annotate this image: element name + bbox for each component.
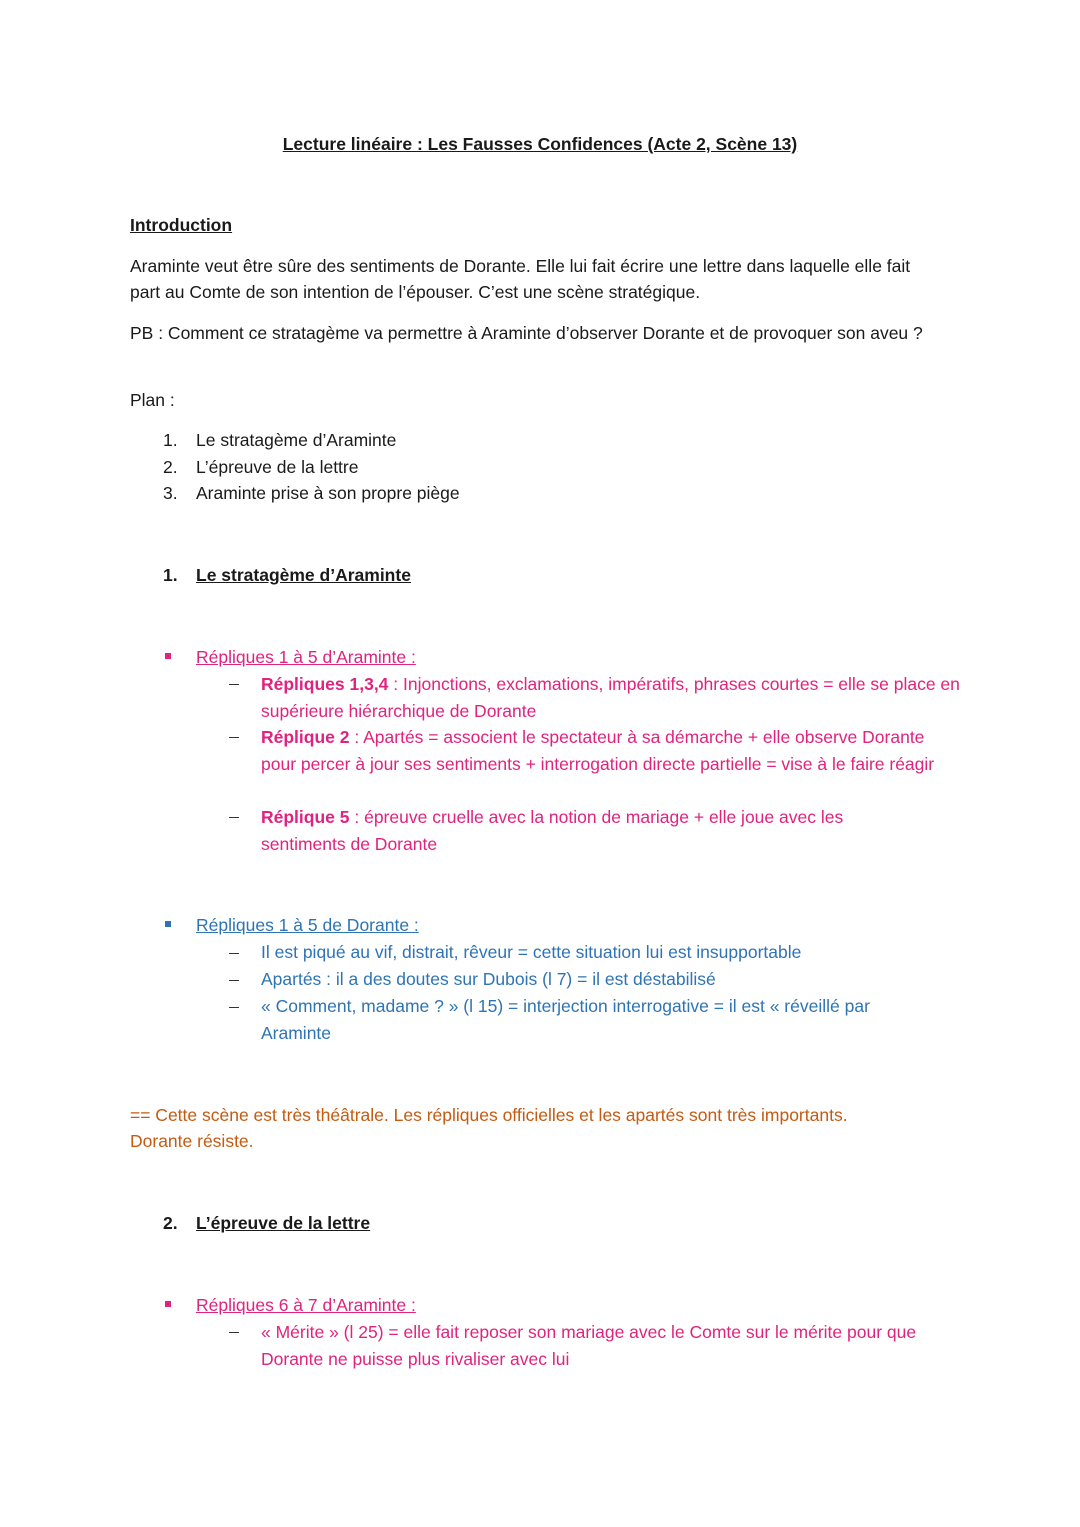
list-item: Réplique 2 : Apartés = associent le spectateur à sa démarche + elle observe Dorante pour percer à jour ses sentiments + interrogation directe partielle = vise à le faire réagir — [261, 727, 935, 774]
list-item: 1. Le stratagème d’Araminte — [163, 430, 397, 450]
dash-icon — [229, 980, 239, 981]
dash-icon — [229, 953, 239, 954]
square-bullet-icon — [165, 921, 171, 927]
dorante-repliques-1-5-label: Répliques 1 à 5 de Dorante : — [196, 915, 419, 935]
list-item: Apartés : il a des doutes sur Dubois (l 7) = il est déstabilisé — [261, 969, 716, 989]
dash-icon — [229, 684, 239, 685]
list-item: « Comment, madame ? » (l 15) = interjection interrogative = il est « réveillé par Araminte — [261, 996, 870, 1043]
dash-icon — [229, 1007, 239, 1008]
list-item: Réplique 5 : épreuve cruelle avec la notion de mariage + elle joue avec les sentiments de Dorante — [261, 807, 844, 854]
araminte-repliques-1-5-label: Répliques 1 à 5 d’Araminte : — [196, 647, 416, 667]
intro-paragraph: Araminte veut être sûre des sentiments de Dorante. Elle lui fait écrire une lettre dans laquelle elle fait part au Comte de son intention de l’épouser. C’est une scène stratégique. — [130, 256, 911, 302]
list-item: Répliques 1,3,4 : Injonctions, exclamations, impératifs, phrases courtes = elle se place en supérieure hiérarchique de Dorante — [261, 674, 960, 721]
list-item: 2. L’épreuve de la lettre — [163, 456, 359, 477]
dash-icon — [229, 737, 239, 738]
problematique: PB : Comment ce stratagème va permettre à Araminte d’observer Dorante et de provoquer son aveu ? — [130, 323, 923, 343]
square-bullet-icon — [165, 1301, 171, 1307]
list-item: « Mérite » (l 25) = elle fait reposer son mariage avec le Comte sur le mérite pour que Dorante ne puisse plus rivaliser avec lui — [261, 1322, 917, 1369]
section-1-conclusion: == Cette scène est très théâtrale. Les répliques officielles et les apartés sont très importants. Dorante résiste. — [130, 1105, 848, 1151]
dash-icon — [229, 817, 239, 818]
section-2-heading: 2. L’épreuve de la lettre — [163, 1213, 371, 1233]
intro-heading: Introduction — [130, 215, 233, 235]
list-item: Il est piqué au vif, distrait, rêveur = cette situation lui est insupportable — [261, 942, 802, 962]
plan-list — [163, 427, 460, 507]
list-item: 3. Araminte prise à son propre piège — [163, 483, 460, 503]
section-1-heading: 1. Le stratagème d’Araminte — [163, 565, 411, 585]
araminte-repliques-6-7-label: Répliques 6 à 7 d’Araminte : — [196, 1295, 416, 1315]
square-bullet-icon — [165, 653, 171, 659]
dash-icon — [229, 1332, 239, 1333]
page-title: Lecture linéaire : Les Fausses Confidences (Acte 2, Scène 13) — [282, 134, 798, 154]
plan-label: Plan : — [130, 390, 175, 410]
